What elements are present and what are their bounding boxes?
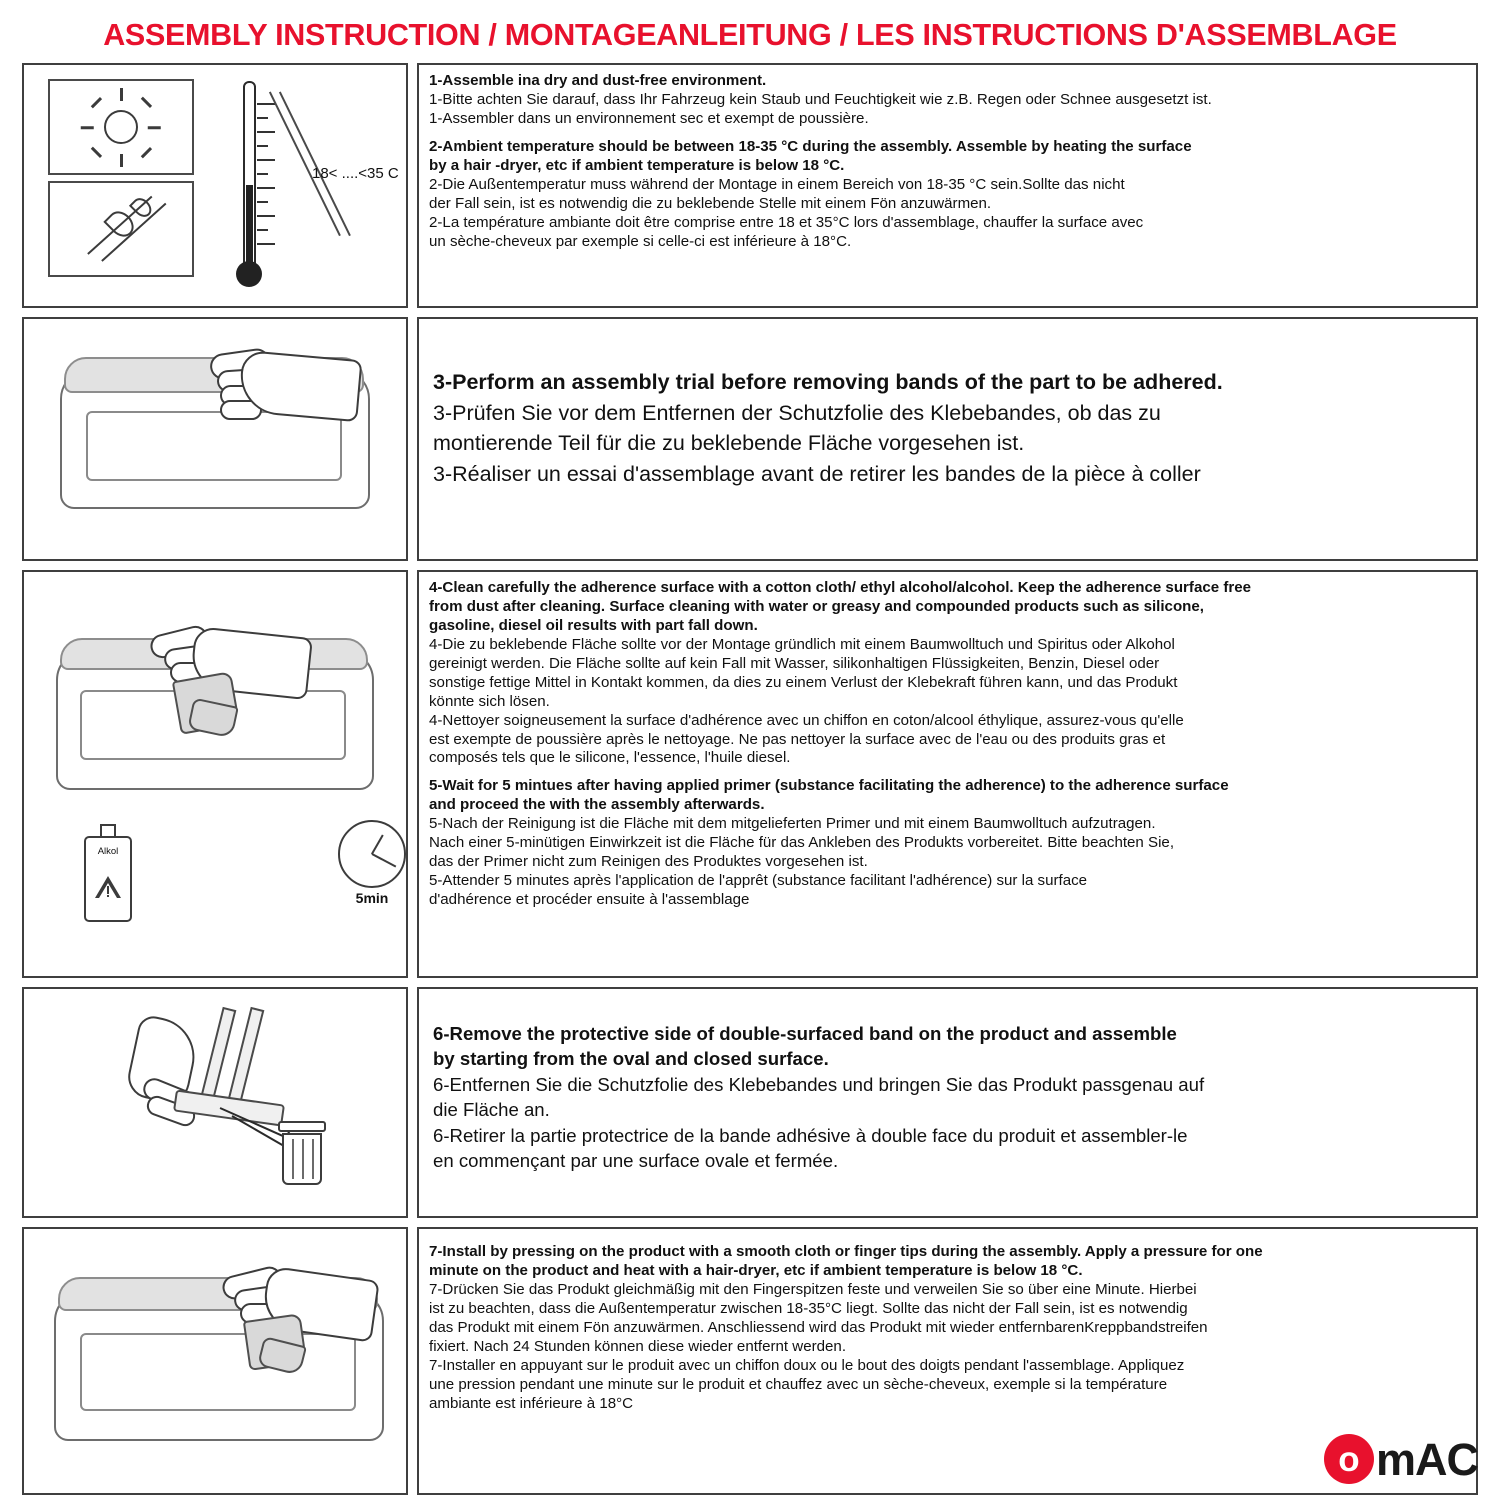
steps-container	[22, 63, 1478, 1495]
text-line: Nach einer 5-minütigen Einwirkzeit ist die Fläche für das Ankleben des Produkts vorbereitet. Bitte beachten Sie,	[429, 834, 1175, 852]
text-line: 1-Assemble ina dry and dust-free environment.	[429, 72, 767, 89]
text-line: un sèche-cheveux par exemple si celle-ci est inférieure à 18°C.	[429, 232, 852, 250]
paragraph-step-5	[429, 777, 1466, 910]
illustration-step-3	[22, 317, 408, 561]
text-line: 4-Nettoyer soigneusement la surface d'adhérence avec un chiffon en coton/alcool éthylique, assurez-vous qu'elle	[429, 711, 1184, 729]
text-line: 3-Prüfen Sie vor dem Entfernen der Schutzfolie des Klebebandes, ob das zu	[433, 400, 1161, 425]
bottle-label: Alkol	[97, 846, 119, 857]
text-line: est exempte de poussière après le nettoyage. Ne pas nettoyer la surface avec de l'eau ou des produits gras et	[429, 730, 1166, 748]
text-line: 5-Nach der Reinigung ist die Fläche mit dem mitgelieferten Primer und mit einem Baumwolltuch aufzutragen.	[429, 815, 1156, 833]
text-line: by a hair -dryer, etc if ambient temperature is below 18 °C.	[429, 156, 845, 174]
text-line: from dust after cleaning. Surface cleaning with water or greasy and compounded products such as silicone,	[429, 597, 1204, 615]
clock-icon	[338, 820, 412, 912]
text-line: 4-Clean carefully the adherence surface with a cotton cloth/ ethyl alcohol/alcohol. Keep the adherence surface free	[429, 579, 1252, 596]
text-line: by starting from the oval and closed surface.	[433, 1048, 829, 1070]
logo-text: mAC	[1375, 1433, 1478, 1485]
text-line: 3-Réaliser un essai d'assemblage avant de retirer les bandes de la pièce à coller	[433, 461, 1201, 486]
paragraph-step-1	[429, 72, 1466, 129]
omac-logo	[1324, 1432, 1478, 1486]
text-line: 4-Die zu beklebende Fläche sollte vor der Montage gründlich mit einem Baumwolltuch und Spiritus oder Alkohol	[429, 635, 1175, 653]
text-line: die Fläche an.	[433, 1099, 550, 1121]
text-line: montierende Teil für die zu beklebende Fläche vorgesehen ist.	[433, 431, 1025, 456]
text-line: der Fall sein, ist es notwendig die zu beklebende Stelle mit einem Fön anzuwärmen.	[429, 194, 992, 212]
text-line: 5-Attender 5 minutes après l'application de l'apprêt (substance facilitant l'adhérence) sur la surface	[429, 872, 1088, 890]
trash-bin-icon	[278, 1121, 330, 1193]
text-line: 6-Remove the protective side of double-surfaced band on the product and assemble	[433, 1023, 1177, 1044]
text-line: 1-Assembler dans un environnement sec et exempt de poussière.	[429, 109, 869, 127]
text-line: gasoline, diesel oil results with part fall down.	[429, 616, 758, 634]
illustration-step-4	[22, 570, 408, 978]
text-step-7	[417, 1227, 1478, 1495]
illustration-step-1	[22, 63, 408, 308]
text-line: composés tels que le silicone, l'essence, l'huile diesel.	[429, 749, 791, 767]
text-line: 7-Drücken Sie das Produkt gleichmäßig mit den Fingerspitzen feste und verweilen Sie so über eine Minute. Hierbei	[429, 1280, 1197, 1298]
text-line: 3-Perform an assembly trial before removing bands of the part to be adhered.	[433, 370, 1223, 394]
step-row-1	[22, 63, 1478, 308]
text-line: 2-Ambient temperature should be between 18-35 °C during the assembly. Assemble by heating the surface	[429, 137, 1192, 155]
temperature-range-label: 18< ....<35 C	[312, 165, 399, 182]
text-line: 2-La température ambiante doit être comprise entre 18 et 35°C lors d'assemblage, chauffer la surface avec	[429, 213, 1144, 231]
text-line: könnte sich lösen.	[429, 692, 550, 710]
alcohol-bottle-icon	[80, 824, 136, 924]
text-line: 7-Install by pressing on the product with a smooth cloth or finger tips during the assembly. Apply a pressure for one	[429, 1243, 1263, 1260]
text-line: gereinigt werden. Die Fläche sollte auf kein Fall mit Wasser, silikonhaltigen Flüssigkeiten, Benzin, Diesel oder	[429, 654, 1160, 672]
text-step-1-2	[417, 63, 1478, 308]
text-line: 6-Retirer la partie protectrice de la bande adhésive à double face du produit et assembler-le	[433, 1124, 1188, 1146]
paragraph-step-7	[429, 1243, 1466, 1413]
text-line: ist zu beachten, dass die Außentemperatur zwischen 18-35°C liegt. Sollte das nicht der Fall sein, ist es notwendig	[429, 1299, 1188, 1317]
logo-mark-icon	[1324, 1434, 1374, 1484]
paragraph-step-6	[433, 1021, 1466, 1174]
page-title: ASSEMBLY INSTRUCTION / MONTAGEANLEITUNG / LES INSTRUCTIONS D'ASSEMBLAGE	[103, 18, 1397, 52]
clock-label: 5min	[355, 890, 389, 906]
text-line: ambiante est inférieure à 18°C	[429, 1394, 634, 1412]
text-line: minute on the product and heat with a hair-dryer, etc if ambient temperature is below 18 °C.	[429, 1261, 1083, 1279]
text-line: fixiert. Nach 24 Stunden können diese wieder entfernt werden.	[429, 1337, 847, 1355]
text-step-6	[417, 987, 1478, 1218]
text-line: and proceed the with the assembly afterwards.	[429, 796, 765, 814]
text-line: 7-Installer en appuyant sur le produit avec un chiffon doux ou le bout des doigts pendant l'assemblage. Appliquez	[429, 1356, 1185, 1374]
step-row-6	[22, 987, 1478, 1218]
step-row-7	[22, 1227, 1478, 1495]
paragraph-step-2	[429, 138, 1466, 252]
text-line: en commençant par une surface ovale et fermée.	[433, 1150, 839, 1172]
text-line: das Produkt mit einem Fön anzuwärmen. Anschliessend wird das Produkt mit wieder entfernbarenKreppbandstreifen	[429, 1318, 1208, 1336]
text-line: une pression pendant une minute sur le produit et chauffez avec un sèche-cheveux, exemple si la température	[429, 1375, 1168, 1393]
logo-mark-letter: o	[1338, 1439, 1360, 1479]
step-row-4-5	[22, 570, 1478, 978]
text-line: sonstige fettige Mittel in Kontakt kommen, da dies zu einem Verlust der Klebekraft führen kann, und das Produkt	[429, 673, 1178, 691]
step-row-3	[22, 317, 1478, 561]
illustration-step-6	[22, 987, 408, 1218]
text-line: 2-Die Außentemperatur muss während der Montage in einem Bereich von 18-35 °C sein.Sollte das nicht	[429, 175, 1125, 193]
text-line: das der Primer nicht zum Reinigen des Produktes vorgesehen ist.	[429, 853, 868, 871]
paragraph-step-3	[433, 367, 1466, 489]
illustration-step-7	[22, 1227, 408, 1495]
text-line: 5-Wait for 5 mintues after having applied primer (substance facilitating the adherence) to the adherence surface	[429, 777, 1229, 795]
text-line: d'adhérence et procéder ensuite à l'assemblage	[429, 891, 750, 908]
text-line: 6-Entfernen Sie die Schutzfolie des Klebebandes und bringen Sie das Produkt passgenau auf	[433, 1073, 1205, 1095]
text-step-4-5	[417, 570, 1478, 978]
text-step-3	[417, 317, 1478, 561]
text-line: 1-Bitte achten Sie darauf, dass Ihr Fahrzeug kein Staub und Feuchtigkeit wie z.B. Regen oder Schnee ausgesetzt ist.	[429, 90, 1212, 108]
paragraph-step-4	[429, 579, 1466, 768]
